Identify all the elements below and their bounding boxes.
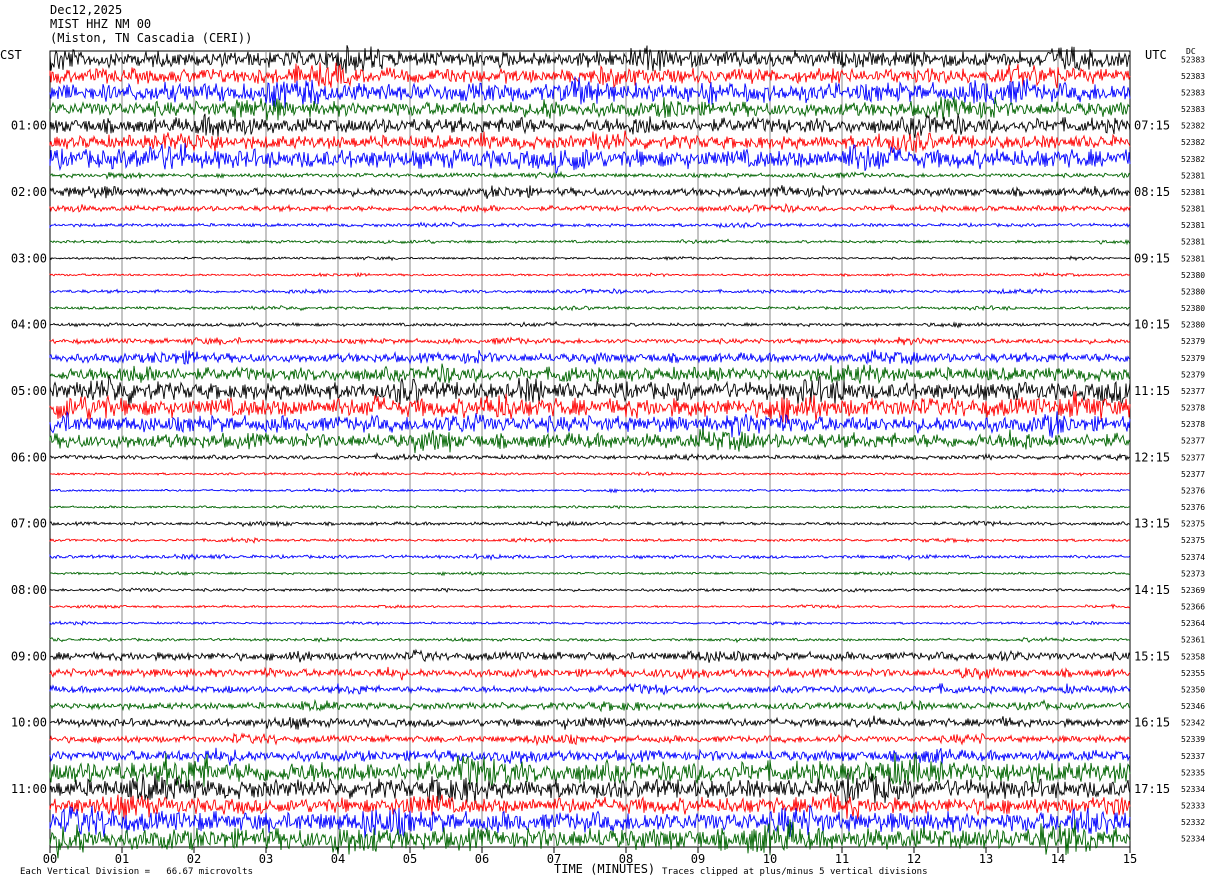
right-hour-label: 13:15 — [1134, 516, 1171, 531]
dc-offset-value: 52382 — [1181, 154, 1206, 164]
right-hour-label: 16:15 — [1134, 715, 1171, 730]
dc-offset-value: 52382 — [1181, 121, 1206, 131]
left-hour-label: 09:00 — [10, 649, 47, 664]
x-tick-label: 15 — [1122, 852, 1138, 866]
trace-line — [50, 273, 1130, 277]
trace-line — [50, 805, 1130, 838]
trace-line — [50, 62, 1130, 88]
dc-offset-value: 52364 — [1181, 619, 1206, 629]
dc-offset-value: 52335 — [1181, 768, 1206, 778]
trace-line — [50, 472, 1130, 476]
trace-line — [50, 143, 1130, 174]
trace-line — [50, 773, 1130, 806]
trace-line — [50, 97, 1130, 121]
x-tick-label: 00 — [42, 852, 58, 866]
dc-offset-value: 52377 — [1181, 386, 1206, 396]
dc-offset-value: 52334 — [1181, 784, 1206, 794]
plot-frame — [50, 51, 1130, 847]
seismic-traces — [50, 45, 1130, 858]
x-tick-label: 03 — [258, 852, 274, 866]
dc-offset-value: 52337 — [1181, 751, 1206, 761]
left-hour-label: 08:00 — [10, 582, 47, 597]
station-location: (Miston, TN Cascadia (CERI)) — [50, 31, 253, 45]
dc-offset-value: 52380 — [1181, 287, 1206, 297]
left-hour-label: 10:00 — [10, 715, 47, 730]
dc-offset-value: 52379 — [1181, 353, 1206, 363]
trace-line — [50, 289, 1130, 294]
right-hour-label: 10:15 — [1134, 317, 1171, 332]
dc-offset-value: 52383 — [1181, 88, 1206, 98]
trace-line — [50, 45, 1130, 73]
left-hour-label: 06:00 — [10, 450, 47, 465]
dc-offset-value: 52377 — [1181, 436, 1206, 446]
x-tick-label: 04 — [330, 852, 346, 866]
left-time-axis — [11, 119, 47, 796]
x-tick-label: 01 — [114, 852, 130, 866]
dc-offset-value: 52366 — [1181, 602, 1206, 612]
dc-offset-value: 52378 — [1181, 403, 1206, 413]
trace-line — [50, 322, 1130, 327]
dc-offset-value: 52377 — [1181, 469, 1206, 479]
dc-offset-value: 52334 — [1181, 834, 1206, 844]
trace-line — [50, 734, 1130, 745]
dc-offset-value: 52380 — [1181, 304, 1206, 314]
dc-offset-value: 52373 — [1181, 569, 1206, 579]
dc-offset-value: 52381 — [1181, 237, 1206, 247]
dc-offset-column — [1181, 55, 1205, 843]
x-tick-label: 12 — [906, 852, 922, 866]
right-hour-label: 08:15 — [1134, 184, 1171, 199]
dc-offset-value: 52358 — [1181, 652, 1206, 662]
dc-offset-value: 52380 — [1181, 270, 1206, 280]
dc-offset-value: 52333 — [1181, 801, 1206, 811]
dc-offset-value: 52378 — [1181, 420, 1206, 430]
scale-note: Each Vertical Division = 66.67 microvolts — [20, 867, 253, 877]
dc-offset-value: 52381 — [1181, 171, 1206, 181]
x-tick-label: 05 — [402, 852, 418, 866]
x-tick-label: 07 — [546, 852, 562, 866]
plot-date: Dec12,2025 — [50, 3, 123, 17]
dc-offset-value: 52380 — [1181, 320, 1206, 330]
trace-line — [50, 683, 1130, 694]
trace-line — [50, 337, 1130, 345]
x-axis-title: TIME (MINUTES) — [554, 862, 656, 876]
trace-line — [50, 605, 1130, 609]
dc-label: DC — [1186, 47, 1196, 56]
x-tick-label: 06 — [474, 852, 490, 866]
right-hour-label: 09:15 — [1134, 251, 1171, 266]
trace-line — [50, 222, 1130, 227]
dc-offset-value: 52379 — [1181, 337, 1206, 347]
trace-line — [50, 637, 1130, 642]
trace-line — [50, 454, 1130, 461]
clip-note: Traces clipped at plus/minus 5 vertical divisions — [662, 867, 928, 877]
station-code: MIST HHZ NM 00 — [50, 17, 152, 31]
dc-offset-value: 52381 — [1181, 254, 1206, 264]
trace-line — [50, 748, 1130, 766]
plot-grid — [50, 51, 1130, 847]
trace-line — [50, 114, 1130, 138]
trace-line — [50, 716, 1130, 730]
dc-offset-value: 52375 — [1181, 536, 1206, 546]
dc-offset-value: 52369 — [1181, 585, 1206, 595]
trace-line — [50, 204, 1130, 212]
x-tick-label: 13 — [978, 852, 994, 866]
trace-line — [50, 506, 1130, 509]
right-hour-label: 15:15 — [1134, 649, 1171, 664]
trace-line — [50, 306, 1130, 311]
trace-line — [50, 521, 1130, 526]
right-timezone-label: UTC — [1145, 48, 1167, 62]
x-tick-label: 11 — [834, 852, 850, 866]
left-hour-label: 01:00 — [10, 118, 47, 133]
x-tick-label: 08 — [618, 852, 634, 866]
left-hour-label: 03:00 — [10, 251, 47, 266]
dc-offset-value: 52381 — [1181, 187, 1206, 197]
dc-offset-value: 52355 — [1181, 668, 1206, 678]
dc-offset-value: 52383 — [1181, 105, 1206, 115]
dc-offset-value: 52339 — [1181, 735, 1206, 745]
right-hour-label: 17:15 — [1134, 781, 1171, 796]
x-tick-label: 14 — [1050, 852, 1066, 866]
right-hour-label: 07:15 — [1134, 118, 1171, 133]
left-hour-label: 11:00 — [10, 781, 47, 796]
x-tick-label: 10 — [762, 852, 778, 866]
dc-offset-value: 52376 — [1181, 486, 1206, 496]
dc-offset-value: 52350 — [1181, 685, 1206, 695]
trace-line — [50, 172, 1130, 178]
dc-offset-value: 52381 — [1181, 204, 1206, 214]
left-hour-label: 04:00 — [10, 317, 47, 332]
right-hour-label: 14:15 — [1134, 582, 1171, 597]
trace-line — [50, 753, 1130, 788]
trace-line — [50, 554, 1130, 560]
trace-line — [50, 588, 1130, 592]
right-time-axis — [1134, 119, 1170, 796]
trace-line — [50, 411, 1130, 437]
left-timezone-label: CST — [0, 48, 22, 62]
trace-line — [50, 489, 1130, 493]
dc-offset-value: 52377 — [1181, 453, 1206, 463]
trace-line — [50, 538, 1130, 543]
left-hour-label: 05:00 — [10, 383, 47, 398]
trace-line — [50, 239, 1130, 244]
dc-offset-value: 52381 — [1181, 221, 1206, 231]
dc-offset-value: 52379 — [1181, 370, 1206, 380]
dc-offset-value: 52383 — [1181, 55, 1206, 65]
x-tick-label: 02 — [186, 852, 202, 866]
dc-offset-value: 52332 — [1181, 818, 1206, 828]
trace-line — [50, 256, 1130, 260]
trace-line — [50, 364, 1130, 384]
dc-offset-value: 52361 — [1181, 635, 1206, 645]
dc-offset-value: 52374 — [1181, 552, 1206, 562]
trace-line — [50, 667, 1130, 680]
left-hour-label: 02:00 — [10, 184, 47, 199]
trace-line — [50, 701, 1130, 712]
right-hour-label: 12:15 — [1134, 450, 1171, 465]
x-tick-label: 09 — [690, 852, 706, 866]
trace-line — [50, 131, 1130, 153]
trace-line — [50, 185, 1130, 199]
trace-line — [50, 572, 1130, 575]
trace-line — [50, 350, 1130, 365]
dc-offset-value: 52382 — [1181, 138, 1206, 148]
dc-offset-value: 52342 — [1181, 718, 1206, 728]
dc-offset-value: 52383 — [1181, 71, 1206, 81]
dc-offset-value: 52375 — [1181, 519, 1206, 529]
left-hour-label: 07:00 — [10, 516, 47, 531]
dc-offset-value: 52346 — [1181, 702, 1206, 712]
right-hour-label: 11:15 — [1134, 383, 1171, 398]
trace-line — [50, 428, 1130, 453]
trace-line — [50, 650, 1130, 663]
dc-offset-value: 52376 — [1181, 503, 1206, 513]
trace-line — [50, 621, 1130, 625]
